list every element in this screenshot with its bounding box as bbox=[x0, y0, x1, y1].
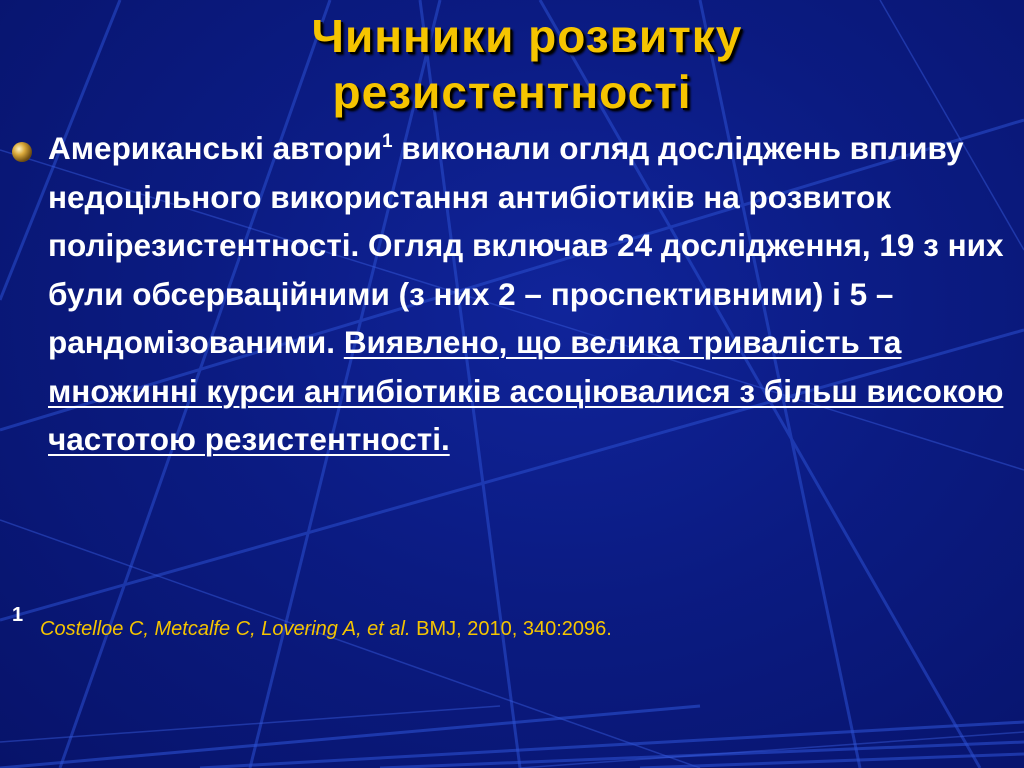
body-conclusion-underlined: Виявлено, що велика тривалість та множинні курси антибіотиків асоціювалися з більш високою частотою резистентності. bbox=[48, 324, 1004, 457]
body-intro: Американські автори bbox=[48, 130, 382, 166]
footnote-reference: 1 bbox=[381, 131, 393, 152]
footnote-authors: Costelloe C, Metcalfe C, Lovering A, et al. bbox=[40, 618, 411, 640]
footnote-citation: BMJ, 2010, 340:2096. bbox=[410, 618, 612, 640]
body-rest: виконали огляд досліджень впливу недоцільного використання антибіотиків на розвиток полірезистентності. Огляд включав 24 дослідження, 19 з них були обсерваційними (з них 2 – проспективними) і 5 –рандомізованими. bbox=[48, 130, 1004, 360]
bullet-paragraph bbox=[48, 124, 1018, 464]
sphere-bullet-icon bbox=[10, 140, 34, 164]
footnote-marker: 1 bbox=[12, 604, 24, 626]
slide-title bbox=[0, 8, 1024, 120]
bottom-decoration bbox=[0, 692, 1024, 768]
title-line-2: резистентності bbox=[332, 66, 692, 118]
title-line-1: Чинники розвитку bbox=[311, 10, 743, 62]
footnote bbox=[40, 618, 612, 641]
